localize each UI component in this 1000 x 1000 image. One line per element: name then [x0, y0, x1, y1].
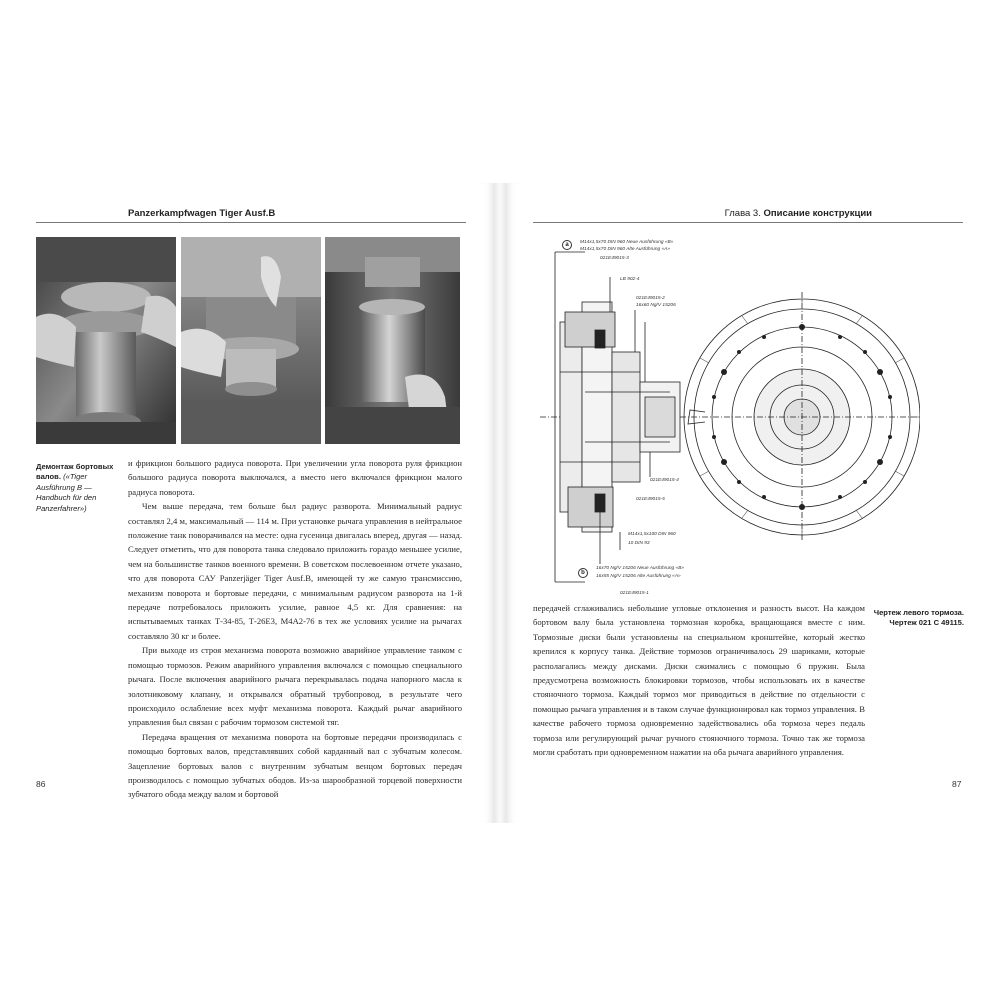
- brake-drawing-svg: [540, 232, 920, 604]
- drawing-caption-line-2: Чертеж 021 С 49115.: [889, 618, 964, 628]
- drawing-label-l4: 021E49015-4: [650, 478, 679, 483]
- photo-2: [181, 237, 321, 444]
- drawing-label-b3: 021E49015-1: [620, 591, 649, 596]
- brake-drawing: [540, 232, 920, 604]
- drawing-label-l3: 16x60 Ng/V 15206: [636, 303, 676, 308]
- left-body-text: [128, 456, 462, 802]
- book-gutter: [494, 183, 506, 823]
- running-head-title: Описание конструкции: [763, 208, 872, 219]
- drawing-label-l2: 021E49015-2: [636, 296, 665, 301]
- page-number-right: 87: [952, 779, 962, 789]
- caption-source: («Tiger Ausführung B — Handbuch für den Panzerfahrer»): [36, 472, 97, 513]
- caption-title: Демонтаж бортовых валов.: [36, 462, 114, 482]
- drawing-caption: [872, 608, 964, 629]
- drawing-label-l5: 021E49015-5: [636, 497, 665, 502]
- photo-3-image: [325, 237, 460, 444]
- photo-1: [36, 237, 176, 444]
- drawing-label-a2: M14x1,5x70 DIN 960 Alte Ausführung «A»: [580, 247, 671, 252]
- drawing-label-b1: 16x70 Ng/V 15206 Neue Ausführung «B»: [596, 566, 685, 571]
- running-head-prefix: Глава 3.: [724, 208, 761, 219]
- right-body-text: [533, 601, 865, 759]
- drawing-caption-line-1: Чертеж левого тормоза.: [873, 608, 964, 617]
- left-paragraph-4: Передача вращения от механизма поворота на бортовые передачи производилась с помощью бортовых валов, представлявших собой карданный вал с зубчатым колесом. Зацепление бортовых валов с внутренним зубчатым венцом бортовых передач производилось с помощью зубчатых ободов. Из-за шарообразной торцевой поверхности зубчатого обода между валом и бортовой: [128, 731, 462, 800]
- drawing-label-b2: 16x55 Ng/V 15206 Alte Ausführung «A»: [596, 574, 681, 579]
- photo-2-image: [181, 237, 321, 444]
- left-paragraph-1: и фрикцион большого радиуса поворота. При увеличении угла поворота руля фрикцион большого радиуса поворота выключался, а вместо него включался фрикцион малого радиуса поворота.: [128, 458, 462, 497]
- drawing-marker-a: a: [562, 240, 572, 250]
- right-paragraph-1: передачей сглаживались небольшие угловые отклонения и разность высот. На каждом бортовом валу была установлена тормозная коробка, вращающаяся вместе с ним. Тормозные диски были установлены на специальном кронштейне, который жестко крепился к корпусу танка. Действие тормозов ограничивалось 29 шариками, которые располагались между дисками. Диски сжимались с помощью 6 пружин. Была предусмотрена возможность блокировки тормозов, чтобы использовать их в качестве стояночного тормоза. Каждый тормоз мог приводиться в действие по отдельности с помощью рычага управления и в таком случае функционировал как тормоз управления. В качестве рабочего тормоза одновременно задействовались оба тормоза через педаль тормоза или регулирующий рычаг ручного стояночного тормоза. Точно так же тормоза могли сработать при одновременном нажатии на оба рычага аварийного управления.: [533, 603, 865, 758]
- left-paragraph-2: Чем выше передача, тем больше был радиус разворота. Минимальный радиус составлял 2,4 м, максимальный — 114 м. При установке рычага управления в нейтральное положение танк поворачивался на месте: одна гусеница двигалась вперед, другая — назад. Следует отметить, что для поворота танка следовало приложить гораздо меньшее усилие, чем на большинстве танков военного времени. В советском послевоенном отчете указано, что для поворота САУ Panzerjäger Tiger Ausf.B, имеющей ту же самую трансмиссию, механизм поворота и бортовые передачи, с минимальным радиусом разворота на 1-й передаче потребовалось приложить усилие, равное 4,5 кг. Для сравнения: на испытываемых танках Т-34-85, Т-26Е3, М4А2-76 в тех же условиях усилие на рычагах составляло 30 кг и более.: [128, 501, 462, 641]
- header-rule-left: [36, 222, 466, 223]
- photo-3: [325, 237, 460, 444]
- running-head-right: [725, 208, 872, 219]
- running-head-left: Panzerkampfwagen Tiger Ausf.B: [128, 208, 276, 219]
- left-paragraph-3: При выходе из строя механизма поворота возможно аварийное управление танком с помощью тормозов. Режим аварийного управления включался с помощью специального рычага. После включения аварийного рычага перекрывалась подача напорного масла к золотниковому клапану, и открывался обратный трубопровод, в результате чего происходило ослабление всех муфт механизма поворота. Каждый рычаг аварийного управления был связан с рабочим тормозом системой тяг.: [128, 645, 462, 728]
- drawing-label-a3: 021E49015-3: [600, 256, 629, 261]
- photo-caption: [36, 462, 118, 514]
- drawing-label-l7: 10 DIN 93: [628, 541, 650, 546]
- header-rule-right: [533, 222, 963, 223]
- drawing-marker-b: b: [578, 568, 588, 578]
- photo-1-image: [36, 237, 176, 444]
- drawing-label-a1: M14x1,5x70 DIN 960 Neue Ausführung «B»: [580, 240, 674, 245]
- drawing-label-l1: LB 902-4: [620, 277, 640, 282]
- drawing-label-l6: M14x1,5x100 DIN 960: [628, 532, 676, 537]
- page-number-left: 86: [36, 779, 46, 789]
